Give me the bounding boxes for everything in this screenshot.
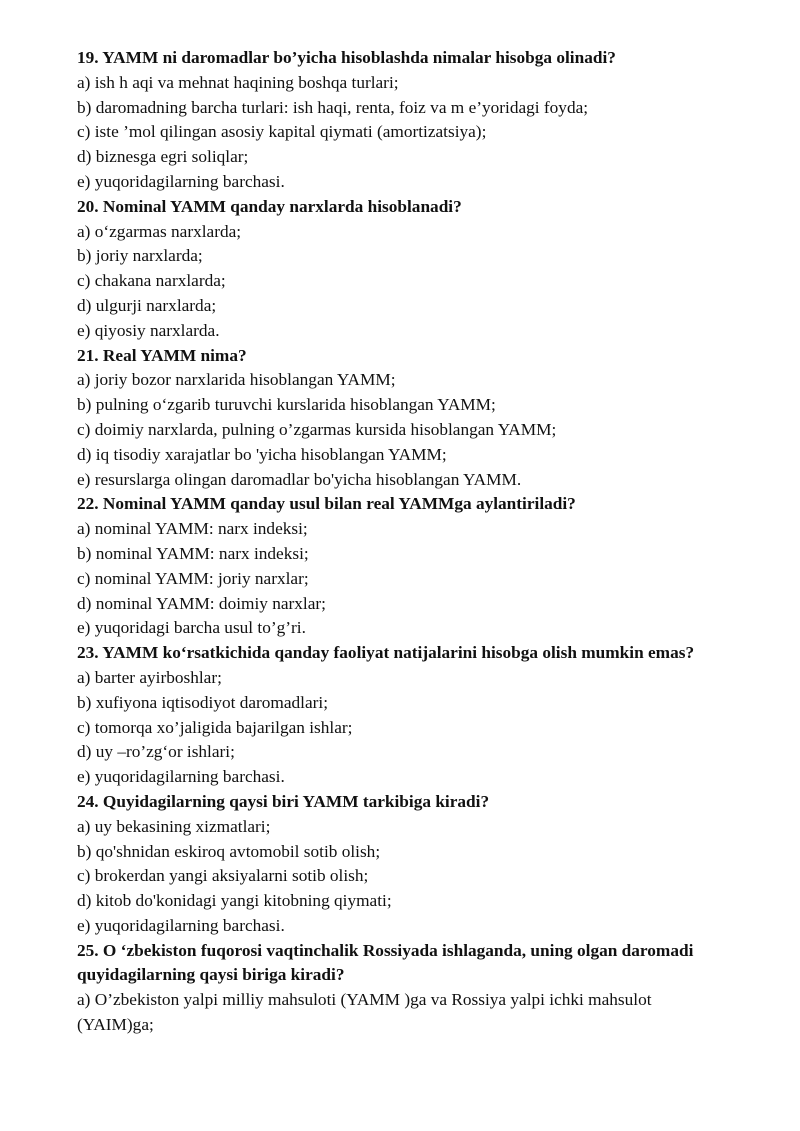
question-title: 24. Quyidagilarning qaysi biri YAMM tarkibiga kiradi? [77, 791, 490, 811]
question-title: 20. Nominal YAMM qanday narxlarda hisoblanadi? [77, 196, 462, 216]
question-block-19 [77, 46, 727, 195]
question-block-22 [77, 492, 727, 641]
answer-option: c) nominal YAMM: joriy narxlar; [77, 568, 309, 588]
answer-option: b) qo'shnidan eskiroq avtomobil sotib olish; [77, 841, 381, 861]
answer-option: b) nominal YAMM: narx indeksi; [77, 543, 309, 563]
answer-option: a) nominal YAMM: narx indeksi; [77, 519, 308, 539]
answer-option: b) pulning o‘zgarib turuvchi kurslarida hisoblangan YAMM; [77, 395, 496, 415]
answer-option: c) iste ’mol qilingan asosiy kapital qiymati (amortizatsiya); [77, 122, 487, 142]
question-block-24 [77, 790, 727, 939]
answer-option: a) O’zbekiston yalpi milliy mahsuloti (YAMM )ga va Rossiya yalpi ichki mahsulot (YAIM)ga; [77, 990, 652, 1035]
answer-option: e) yuqoridagilarning barchasi. [77, 171, 285, 191]
question-block-23 [77, 641, 727, 790]
question-title: 25. O ‘zbekiston fuqorosi vaqtinchalik Rossiyada ishlaganda, uning olgan daromadi quyidagilarning qaysi biriga kiradi? [77, 940, 694, 985]
answer-option: a) uy bekasining xizmatlari; [77, 816, 271, 836]
answer-option: c) chakana narxlarda; [77, 271, 226, 291]
question-title: 23. YAMM ko‘rsatkichida qanday faoliyat natijalarini hisobga olish mumkin emas? [77, 643, 695, 663]
answer-option: c) doimiy narxlarda, pulning o’zgarmas kursida hisoblangan YAMM; [77, 419, 557, 439]
question-block-21 [77, 344, 727, 493]
answer-option: a) joriy bozor narxlarida hisoblangan YAMM; [77, 370, 396, 390]
answer-option: b) xufiyona iqtisodiyot daromadlari; [77, 692, 329, 712]
answer-option: e) qiyosiy narxlarda. [77, 320, 220, 340]
answer-option: e) resurslarga olingan daromadlar bo'yicha hisoblangan YAMM. [77, 469, 522, 489]
question-block-25 [77, 939, 727, 1038]
answer-option: e) yuqoridagi barcha usul to’g’ri. [77, 618, 306, 638]
document-page [77, 46, 727, 1038]
answer-option: d) nominal YAMM: doimiy narxlar; [77, 593, 326, 613]
answer-option: d) ulgurji narxlarda; [77, 295, 217, 315]
answer-option: a) barter ayirboshlar; [77, 667, 222, 687]
answer-option: e) yuqoridagilarning barchasi. [77, 915, 285, 935]
answer-option: d) kitob do'konidagi yangi kitobning qiymati; [77, 891, 392, 911]
question-block-20 [77, 195, 727, 344]
question-title: 21. Real YAMM nima? [77, 345, 247, 365]
answer-option: d) iq tisodiy xarajatlar bo 'yicha hisoblangan YAMM; [77, 444, 447, 464]
answer-option: d) biznesga egri soliqlar; [77, 147, 249, 167]
question-title: 22. Nominal YAMM qanday usul bilan real YAMMga aylantiriladi? [77, 494, 576, 514]
answer-option: b) joriy narxlarda; [77, 246, 203, 266]
answer-option: a) ish h aqi va mehnat haqining boshqa turlari; [77, 72, 399, 92]
answer-option: b) daromadning barcha turlari: ish haqi, renta, foiz va m e’yoridagi foyda; [77, 97, 589, 117]
answer-option: c) brokerdan yangi aksiyalarni sotib olish; [77, 866, 369, 886]
answer-option: e) yuqoridagilarning barchasi. [77, 767, 285, 787]
answer-option: d) uy –ro’zg‘or ishlari; [77, 742, 235, 762]
answer-option: a) o‘zgarmas narxlarda; [77, 221, 242, 241]
question-title: 19. YAMM ni daromadlar bo’yicha hisoblashda nimalar hisobga olinadi? [77, 48, 616, 67]
answer-option: c) tomorqa xo’jaligida bajarilgan ishlar; [77, 717, 353, 737]
